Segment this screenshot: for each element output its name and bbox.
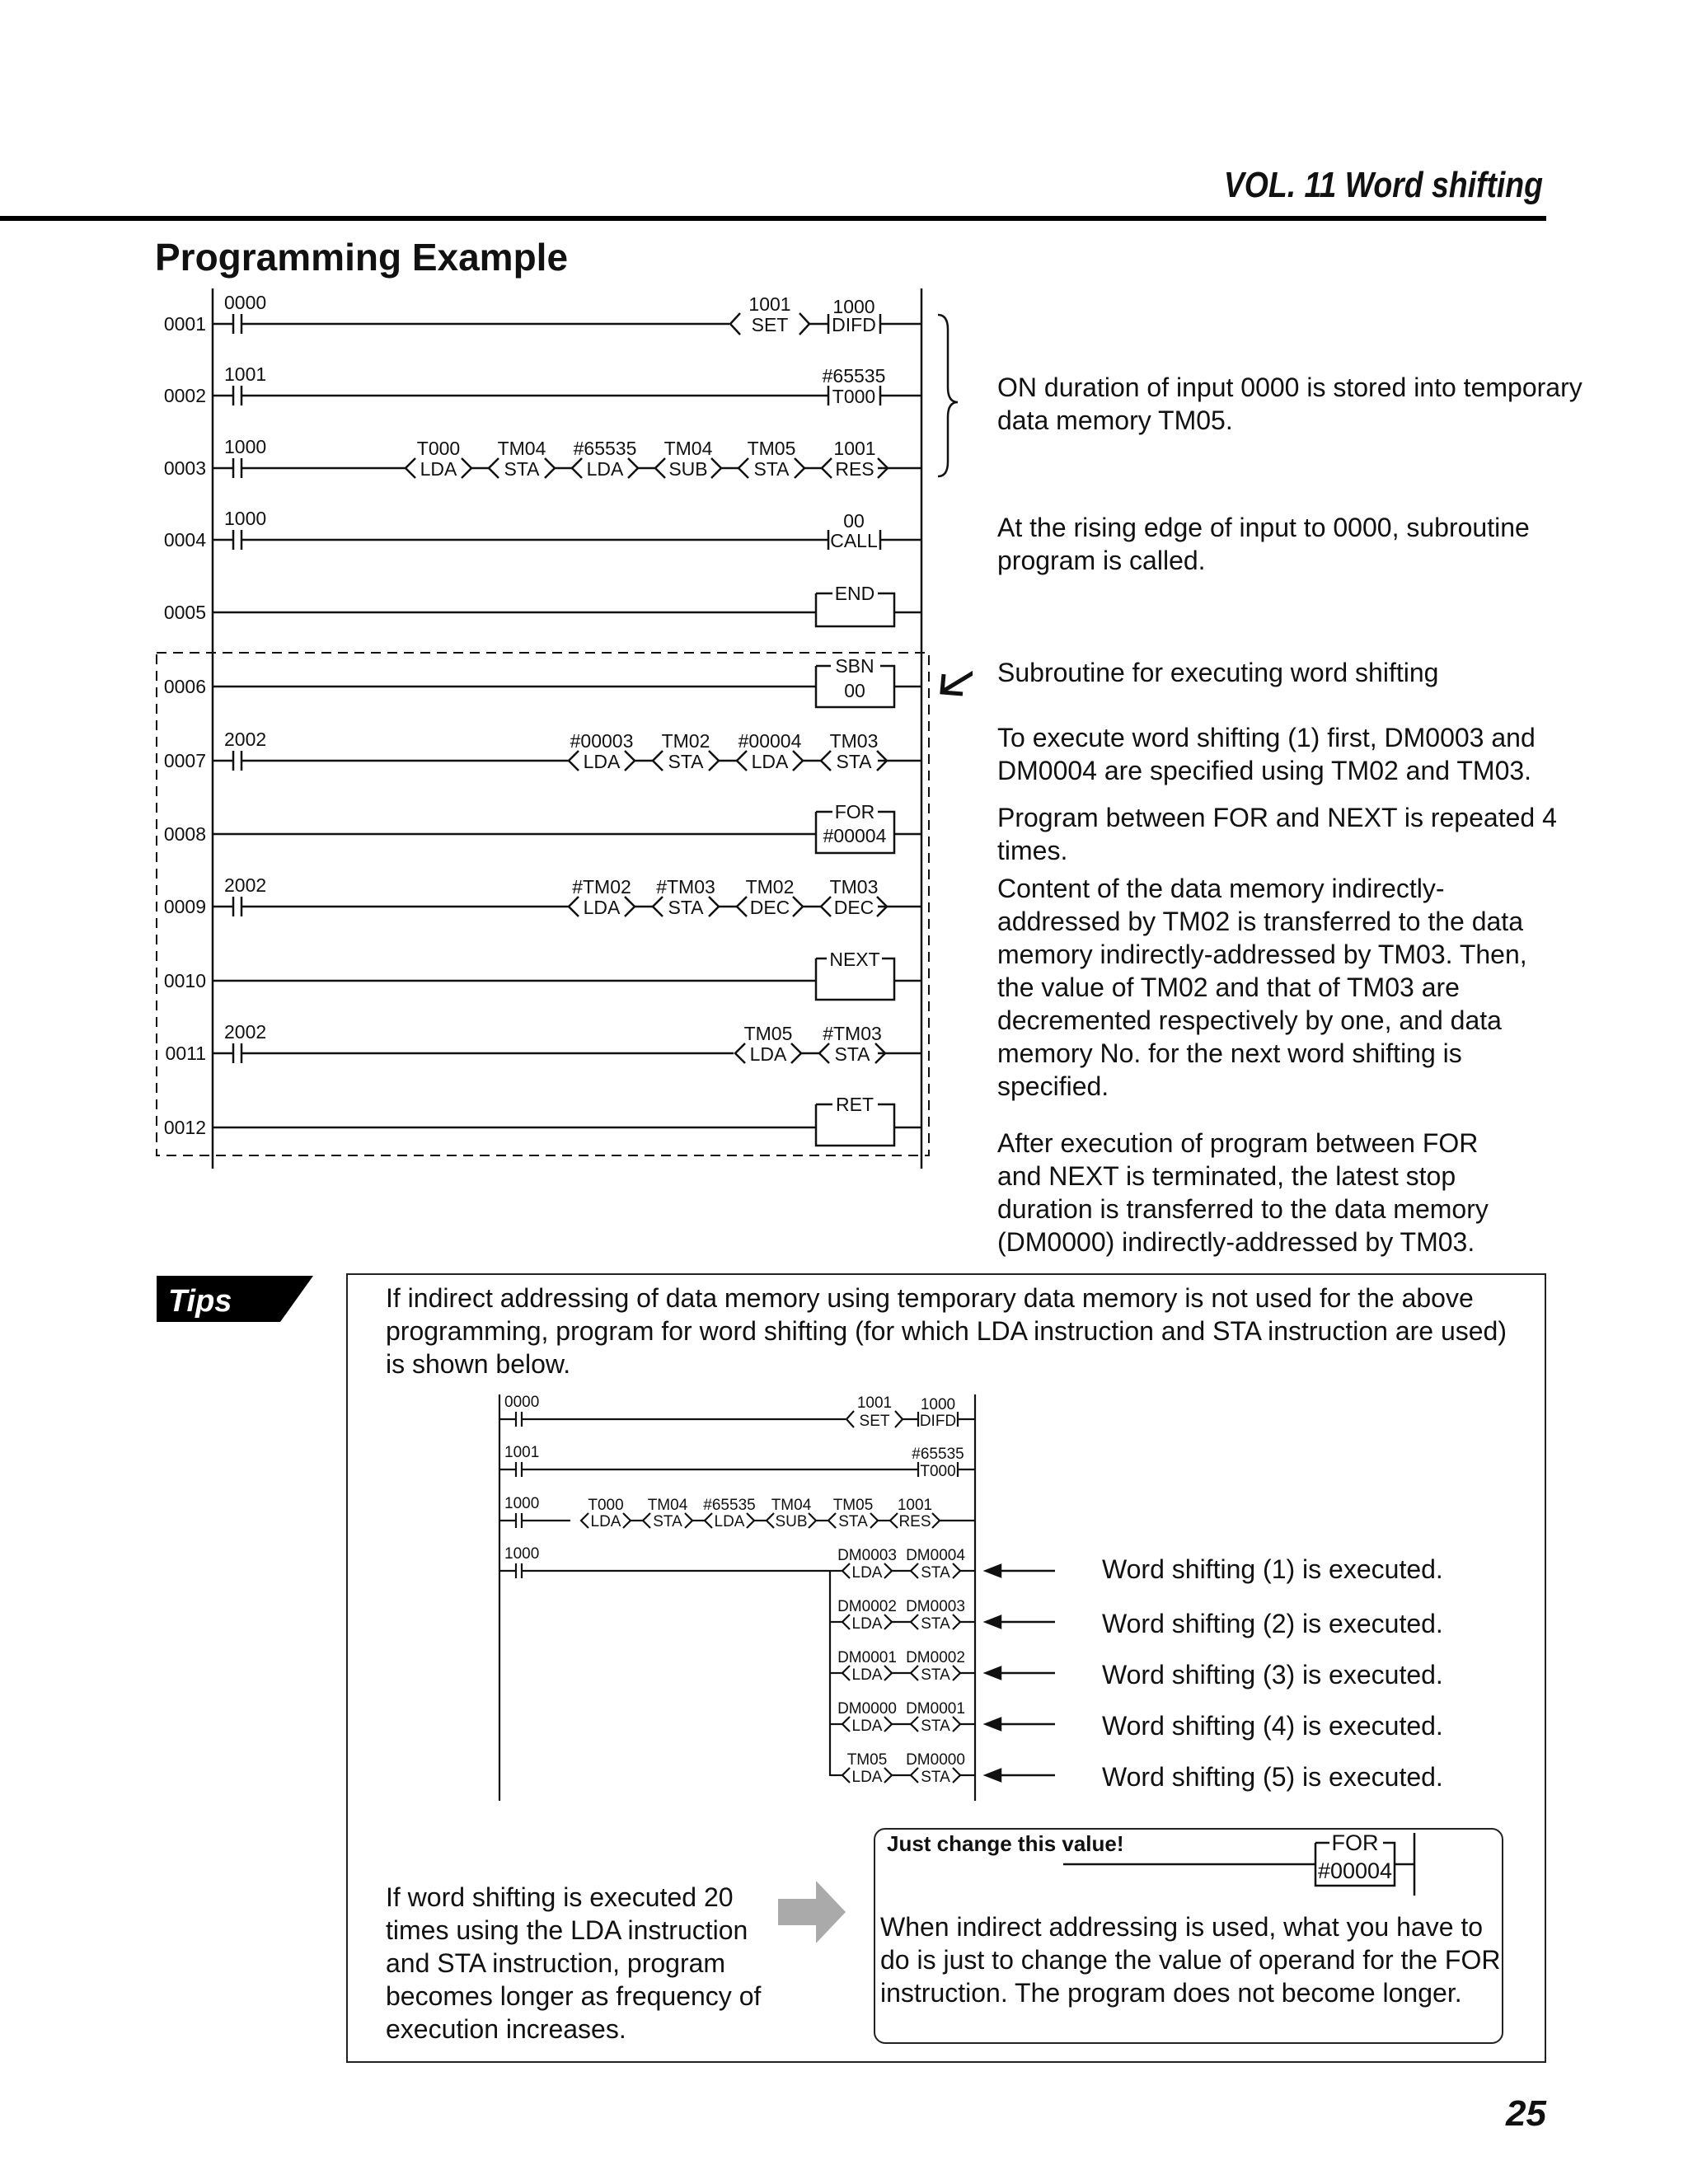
r3-instruction: RES bbox=[835, 458, 874, 480]
instruction-bracket-left bbox=[911, 1615, 918, 1629]
rung-number: 0004 bbox=[163, 529, 206, 551]
rung-number: 0007 bbox=[163, 750, 206, 771]
r7-operand: TM03 bbox=[829, 730, 879, 752]
for-operand: #00004 bbox=[823, 825, 887, 846]
instruction-bracket-right bbox=[870, 1513, 878, 1528]
r7-instruction: STA bbox=[668, 751, 704, 772]
shift-lda: LDA bbox=[851, 1615, 883, 1633]
instruction-bracket-right bbox=[932, 1513, 940, 1528]
callout-title: Just change this value! bbox=[887, 1831, 1124, 1856]
instruction-bracket-left bbox=[842, 1717, 850, 1732]
mini-r3-operand: TM04 bbox=[647, 1497, 688, 1514]
r7-operand: TM02 bbox=[661, 730, 710, 752]
mini-timer-preset: #65535 bbox=[912, 1446, 964, 1463]
note-after-execution: After execution of program between FOR and NEXT is terminated, the latest stop duration is transferred to the data memory (DM0000) indirectly-addressed by TM03. bbox=[997, 1128, 1489, 1257]
set-operand: 1001 bbox=[748, 293, 791, 315]
instruction-bracket-right bbox=[884, 1717, 892, 1732]
chapter-title: VOL. 11 Word shifting bbox=[1223, 165, 1543, 205]
mini-r3-operand: 1001 bbox=[897, 1497, 933, 1514]
shift-label: Word shifting (3) is executed. bbox=[1102, 1660, 1443, 1690]
shift-label: Word shifting (5) is executed. bbox=[1102, 1762, 1443, 1792]
callout-for-box bbox=[1055, 1821, 1451, 1896]
mini-set-operand: 1001 bbox=[856, 1394, 893, 1412]
rung-number: 0011 bbox=[165, 1043, 206, 1064]
r3-operand: #65535 bbox=[573, 438, 637, 459]
contact-label: 0000 bbox=[224, 292, 267, 313]
r7-operand: #00003 bbox=[570, 730, 634, 752]
r9-instruction: LDA bbox=[583, 897, 621, 918]
mini-difd-operand: 1000 bbox=[920, 1396, 956, 1413]
rung-number: 0008 bbox=[163, 823, 206, 845]
r9-operand: #TM02 bbox=[572, 876, 631, 898]
rung-number: 0009 bbox=[163, 896, 206, 917]
note-subroutine: Subroutine for executing word shifting bbox=[997, 658, 1439, 687]
instruction-bracket-left bbox=[911, 1768, 918, 1783]
sbn-operand: 00 bbox=[844, 680, 865, 701]
shift-sta: STA bbox=[921, 1615, 950, 1633]
r3-operand: 1001 bbox=[833, 438, 876, 459]
rung-number: 0012 bbox=[163, 1117, 206, 1138]
r7-operand: #00004 bbox=[738, 730, 802, 752]
contact-label: 2002 bbox=[224, 874, 267, 896]
r3-instruction: STA bbox=[504, 458, 540, 480]
shift-label: Word shifting (1) is executed. bbox=[1102, 1554, 1443, 1584]
shift-lda: LDA bbox=[851, 1718, 883, 1735]
instruction-bracket-left bbox=[828, 1513, 836, 1528]
instruction-bracket-left bbox=[842, 1563, 850, 1578]
contact-label: 2002 bbox=[224, 729, 267, 750]
note-word-shift-first: To execute word shifting (1) first, DM0003 and DM0004 are specified using TM02 and TM03. bbox=[997, 723, 1536, 785]
r3-operand: TM04 bbox=[497, 438, 546, 459]
mini-r3-operand: TM05 bbox=[832, 1497, 874, 1514]
r7-instruction: LDA bbox=[583, 751, 621, 772]
shift-to: DM0001 bbox=[906, 1700, 965, 1718]
instruction-bracket-left bbox=[911, 1666, 918, 1680]
shift-lda: LDA bbox=[851, 1564, 883, 1582]
page-number: 25 bbox=[1506, 2093, 1546, 2134]
shift-to: DM0000 bbox=[906, 1751, 965, 1769]
callout-text: When indirect addressing is used, what you have to do is just to change the value of operand for the FOR instruction. The program does not become longer. bbox=[880, 1912, 1501, 2008]
instruction-bracket-right bbox=[747, 1513, 754, 1528]
instruction-bracket-left bbox=[643, 1513, 650, 1528]
mini-r3-instruction: STA bbox=[838, 1513, 868, 1530]
instruction-bracket-right bbox=[953, 1768, 960, 1783]
shift-sta: STA bbox=[921, 1769, 950, 1786]
instruction-bracket-right bbox=[953, 1717, 960, 1732]
shift-to: DM0004 bbox=[906, 1547, 965, 1564]
r9-operand: TM02 bbox=[745, 876, 795, 898]
instruction-bracket-right bbox=[623, 1513, 631, 1528]
r9-operand: #TM03 bbox=[656, 876, 715, 898]
r3-instruction: STA bbox=[753, 458, 790, 480]
instruction-bracket-right bbox=[953, 1615, 960, 1629]
tips-intro: If indirect addressing of data memory using temporary data memory is not used for the above programming, program for word shifting (for which LDA instruction and STA instruction are used) is shown below. bbox=[386, 1283, 1507, 1379]
instruction-bracket-left bbox=[705, 1513, 712, 1528]
r3-instruction: SUB bbox=[668, 458, 708, 480]
r3-instruction: LDA bbox=[420, 458, 457, 480]
shift-from: TM05 bbox=[846, 1751, 888, 1769]
r9-instruction: STA bbox=[668, 897, 704, 918]
mini-contact-label: 0000 bbox=[504, 1394, 540, 1411]
shift-from: DM0003 bbox=[837, 1547, 897, 1564]
mini-difd-instruction: DIFD bbox=[919, 1413, 957, 1430]
instruction-bracket-left bbox=[767, 1513, 774, 1528]
callout-for-operand: #00004 bbox=[1317, 1858, 1393, 1883]
mini-set-instruction: SET bbox=[859, 1413, 890, 1430]
note-on-duration: ON duration of input 0000 is stored into temporary data memory TM05. bbox=[997, 373, 1582, 435]
rung-number: 0010 bbox=[163, 970, 206, 991]
instruction-bracket-right bbox=[809, 1513, 816, 1528]
r3-instruction: LDA bbox=[586, 458, 624, 480]
instruction-bracket-right bbox=[884, 1615, 892, 1629]
shift-lda: LDA bbox=[851, 1666, 883, 1684]
instruction-bracket-right bbox=[953, 1666, 960, 1680]
callout-for-instruction: FOR bbox=[1331, 1830, 1379, 1855]
difd-operand: 1000 bbox=[832, 296, 875, 317]
shift-from: DM0001 bbox=[837, 1649, 897, 1666]
timer-number: T000 bbox=[832, 386, 876, 407]
mini-r3-operand: #65535 bbox=[703, 1497, 756, 1514]
instruction-bracket-left bbox=[842, 1666, 850, 1680]
mini-r3-instruction: STA bbox=[653, 1513, 682, 1530]
note-indirect-transfer: Content of the data memory indirectly-addressed by TM02 is transferred to the data memory indirectly-addressed by TM03. Then, the value of TM02 and that of TM03 are decremented respectively by one, and data memory No. for the next word shifting is specified. bbox=[997, 874, 1527, 1101]
instruction-bracket-left bbox=[842, 1768, 850, 1783]
rung-number: 0003 bbox=[163, 457, 206, 479]
r11-operand: TM05 bbox=[743, 1023, 793, 1044]
mini-contact-label: 1001 bbox=[504, 1444, 540, 1461]
mini-contact-label: 1000 bbox=[504, 1495, 540, 1512]
r3-operand: TM05 bbox=[747, 438, 796, 459]
contact-label: 2002 bbox=[224, 1021, 267, 1043]
r9-instruction: DEC bbox=[833, 897, 874, 918]
instruction-bracket-left bbox=[911, 1717, 918, 1732]
mini-r3-instruction: RES bbox=[898, 1513, 931, 1530]
section-title: Programming Example bbox=[155, 236, 569, 279]
shift-lda: LDA bbox=[851, 1769, 883, 1786]
instruction-bracket-right bbox=[884, 1563, 892, 1578]
shift-to: DM0003 bbox=[906, 1598, 965, 1615]
instruction-bracket-right bbox=[884, 1666, 892, 1680]
r9-instruction: DEC bbox=[749, 897, 790, 918]
next-instruction: NEXT bbox=[829, 949, 880, 970]
sbn-instruction: SBN bbox=[835, 655, 874, 677]
shift-label: Word shifting (4) is executed. bbox=[1102, 1711, 1443, 1741]
r7-instruction: STA bbox=[836, 751, 872, 772]
shift-sta: STA bbox=[921, 1718, 950, 1735]
rung-number: 0002 bbox=[163, 385, 206, 406]
instruction-bracket-right bbox=[884, 1768, 892, 1783]
shift-from: DM0000 bbox=[837, 1700, 897, 1718]
mini-r3-operand: T000 bbox=[588, 1497, 624, 1514]
r11-operand: #TM03 bbox=[823, 1023, 882, 1044]
contact-label: 1000 bbox=[224, 508, 267, 529]
instruction-bracket-left bbox=[911, 1563, 918, 1578]
instruction-bracket-left bbox=[842, 1615, 850, 1629]
mini-r3-instruction: LDA bbox=[590, 1513, 621, 1530]
tips-left-note: If word shifting is executed 20 times using the LDA instruction and STA instruction, program becomes longer as frequency of execution increases. bbox=[386, 1882, 762, 2044]
r11-instruction: LDA bbox=[749, 1043, 787, 1065]
r3-operand: T000 bbox=[416, 438, 461, 459]
note-rising-edge: At the rising edge of input to 0000, subroutine program is called. bbox=[997, 513, 1530, 575]
shift-label: Word shifting (2) is executed. bbox=[1102, 1609, 1443, 1638]
mini-r3-operand: TM04 bbox=[771, 1497, 812, 1514]
contact-label: 1000 bbox=[224, 436, 267, 457]
rung-number: 0005 bbox=[163, 602, 206, 623]
instruction-bracket-right bbox=[685, 1513, 692, 1528]
instruction-bracket-left bbox=[890, 1513, 898, 1528]
r3-operand: TM04 bbox=[663, 438, 713, 459]
tips-label: Tips bbox=[168, 1284, 232, 1319]
timer-preset: #65535 bbox=[822, 365, 886, 387]
for-instruction: FOR bbox=[834, 801, 875, 823]
shift-sta: STA bbox=[921, 1564, 950, 1582]
mini-timer-number: T000 bbox=[920, 1463, 956, 1480]
instruction-bracket-right bbox=[953, 1563, 960, 1578]
contact-label: 1001 bbox=[224, 363, 267, 385]
shift-from: DM0002 bbox=[837, 1598, 897, 1615]
shift-sta: STA bbox=[921, 1666, 950, 1684]
r9-operand: TM03 bbox=[829, 876, 879, 898]
ret-instruction: RET bbox=[836, 1094, 874, 1115]
rung-number: 0001 bbox=[163, 313, 206, 335]
set-instruction: SET bbox=[751, 314, 789, 335]
difd-instruction: DIFD bbox=[832, 314, 876, 335]
shift-to: DM0002 bbox=[906, 1649, 965, 1666]
call-operand: 00 bbox=[843, 510, 865, 532]
mini-contact-label: 1000 bbox=[504, 1545, 540, 1563]
note-for-next: Program between FOR and NEXT is repeated 4 times. bbox=[997, 803, 1557, 865]
mini-r3-instruction: SUB bbox=[775, 1513, 808, 1530]
r11-instruction: STA bbox=[834, 1043, 870, 1065]
right-arrow-icon bbox=[775, 1879, 849, 1945]
instruction-bracket-left bbox=[581, 1513, 588, 1528]
call-instruction: CALL bbox=[830, 530, 878, 551]
r7-instruction: LDA bbox=[751, 751, 789, 772]
mini-r3-instruction: LDA bbox=[714, 1513, 745, 1530]
end-instruction: END bbox=[834, 583, 875, 604]
rung-number: 0006 bbox=[163, 676, 206, 697]
